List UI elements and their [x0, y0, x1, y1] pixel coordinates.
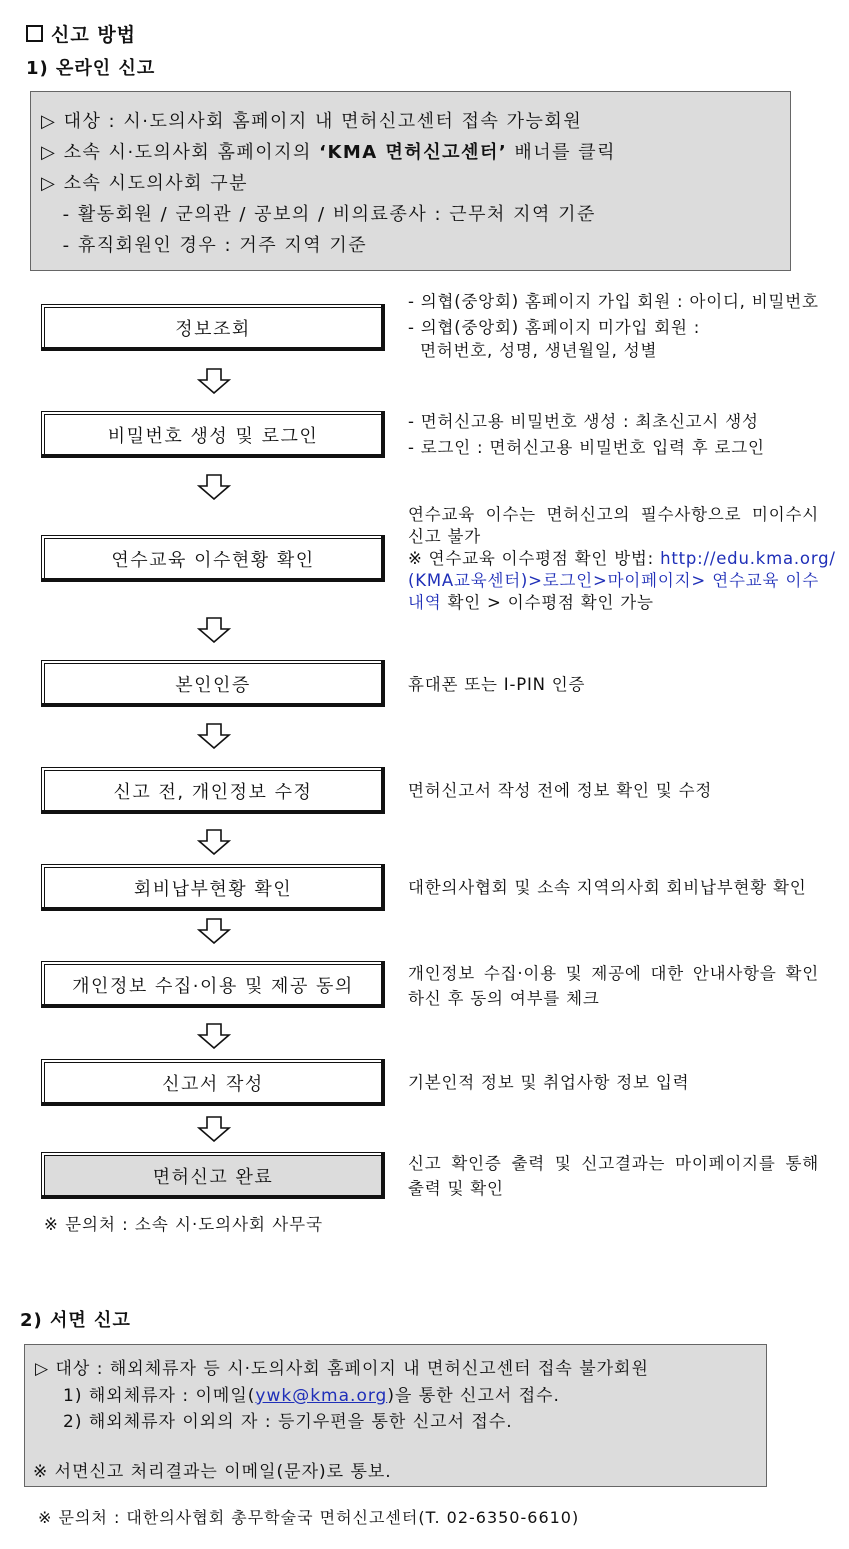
down-arrow-icon — [197, 617, 231, 643]
paper-overseas-line: 1) 해외체류자 : 이메일(ywk@kma.org)을 통한 신고서 접수. — [63, 1386, 560, 1406]
step-report-complete: 면허신고 완료 — [41, 1152, 385, 1199]
step-privacy-consent: 개인정보 수집·이용 및 제공 동의 — [41, 961, 385, 1008]
down-arrow-icon — [197, 368, 231, 394]
step-info-lookup-desc: - 의협(중앙회) 홈페이지 가입 회원 : 아이디, 비밀번호 - 의협(중앙회) 홈페이지 미가입 회원 : 면허번호, 성명, 생년월일, 성별 — [408, 292, 819, 360]
step-fee-check-desc: 대한의사협회 및 소속 지역의사회 회비납부현황 확인 — [408, 878, 807, 897]
info-line-division: ▷ 소속 시도의사회 구분 — [41, 173, 248, 194]
page-title: 신고 방법 — [26, 20, 136, 47]
info-line-leave-members: - 휴직회원인 경우 : 거주 지역 기준 — [41, 235, 368, 256]
down-arrow-icon — [197, 723, 231, 749]
info-line-banner: ▷ 소속 시·도의사회 홈페이지의 ‘KMA 면허신고센터’ 배너를 클릭 — [41, 142, 617, 163]
section1-heading: 1) 온라인 신고 — [26, 58, 156, 79]
step-info-lookup: 정보조회 — [41, 304, 385, 351]
edu-url-link[interactable]: http://edu.kma.org/ — [660, 549, 836, 568]
step-identity-verify: 본인인증 — [41, 660, 385, 707]
info-line-active-members: - 활동회원 / 군의관 / 공보의 / 비의료종사 : 근무처 지역 기준 — [41, 204, 596, 225]
paper-other-line: 2) 해외체류자 이외의 자 : 등기우편을 통한 신고서 접수. — [63, 1412, 513, 1432]
down-arrow-icon — [197, 918, 231, 944]
down-arrow-icon — [197, 1116, 231, 1142]
down-arrow-icon — [197, 829, 231, 855]
step-education-check-desc: 연수교육 이수는 면허신고의 필수사항으로 미이수시 신고 불가 ※ 연수교육 이수평점 확인 방법: http://edu.kma.org/ (KMA교육센터)>로그인>마이페이지> 연수교육 이수 내역 확인 > 이수평점 확인 가능 — [408, 505, 836, 612]
square-icon — [26, 25, 43, 42]
online-info-box — [30, 91, 791, 271]
paper-target-line: ▷ 대상 : 해외체류자 등 시·도의사회 홈페이지 내 면허신고센터 접속 불가회원 — [35, 1359, 649, 1379]
paper-contact-note: ※ 문의처 : 대한의사협회 총무학술국 면허신고센터(T. 02-6350-6610) — [38, 1508, 580, 1527]
step-privacy-consent-desc: 개인정보 수집·이용 및 제공에 대한 안내사항을 확인 하신 후 동의 여부를 체크 — [408, 964, 819, 1008]
paper-info-box — [24, 1344, 767, 1487]
step-identity-verify-desc: 휴대폰 또는 I-PIN 인증 — [408, 675, 586, 694]
down-arrow-icon — [197, 474, 231, 500]
down-arrow-icon — [197, 1023, 231, 1049]
step-write-report-desc: 기본인적 정보 및 취업사항 정보 입력 — [408, 1073, 690, 1092]
step-education-check: 연수교육 이수현황 확인 — [41, 535, 385, 582]
step-fee-check: 회비납부현황 확인 — [41, 864, 385, 911]
step-report-complete-desc: 신고 확인증 출력 및 신고결과는 마이페이지를 통해 출력 및 확인 — [408, 1154, 819, 1198]
step-write-report: 신고서 작성 — [41, 1059, 385, 1106]
info-line-target: ▷ 대상 : 시·도의사회 홈페이지 내 면허신고센터 접속 가능회원 — [41, 111, 583, 132]
step-edit-personal-info-desc: 면허신고서 작성 전에 정보 확인 및 수정 — [408, 781, 713, 800]
email-link[interactable]: ywk@kma.org — [255, 1386, 388, 1406]
paper-result-line: ※ 서면신고 처리결과는 이메일(문자)로 통보. — [33, 1462, 392, 1482]
step-edit-personal-info: 신고 전, 개인정보 수정 — [41, 767, 385, 814]
section2-heading: 2) 서면 신고 — [20, 1310, 131, 1331]
online-contact-note: ※ 문의처 : 소속 시·도의사회 사무국 — [44, 1215, 324, 1234]
step-password-login: 비밀번호 생성 및 로그인 — [41, 411, 385, 458]
step-password-login-desc: - 면허신고용 비밀번호 생성 : 최초신고시 생성 - 로그인 : 면허신고용 비밀번호 입력 후 로그인 — [408, 412, 765, 457]
